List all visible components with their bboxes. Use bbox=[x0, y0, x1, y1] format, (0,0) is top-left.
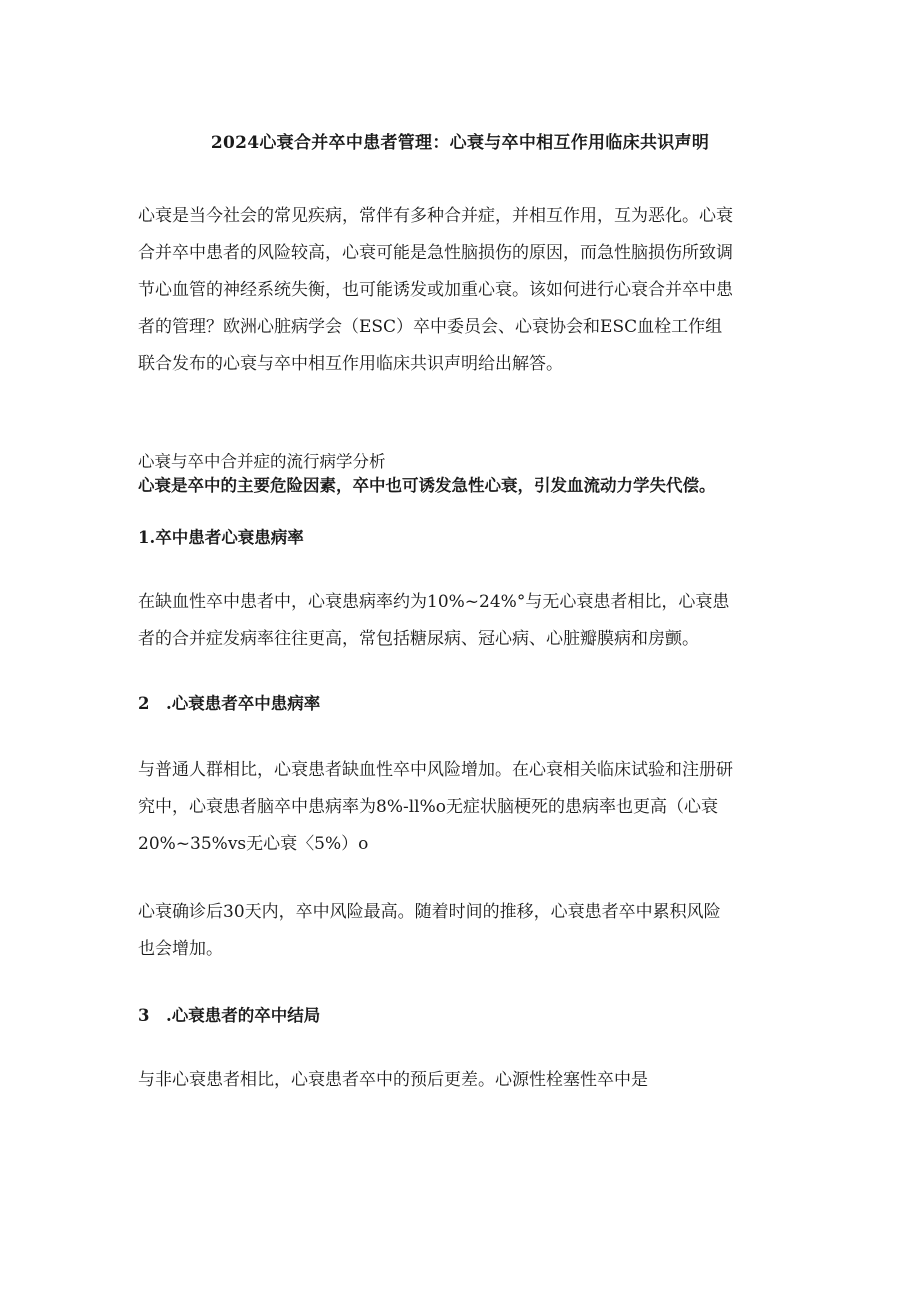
intro-line: 心衰是当今社会的常见疾病，常伴有多种合并症，并相互作用，互为恶化。心衰 bbox=[138, 206, 733, 226]
section-1-heading bbox=[138, 524, 304, 548]
paragraph-line: 在缺血性卒中患者中，心衰患病率约为10%~24%°与无心衰患者相比，心衰患 bbox=[138, 592, 730, 612]
intro-paragraph bbox=[138, 198, 788, 383]
paragraph-line: 心衰确诊后30天内，卒中风险最高。随着时间的推移，心衰患者卒中累积风险 bbox=[138, 902, 721, 922]
key-statement: 心衰是卒中的主要危险因素，卒中也可诱发急性心衰，引发血流动力学失代偿。 bbox=[138, 476, 716, 495]
intro-line: 联合发布的心衰与卒中相互作用临床共识声明给出解答。 bbox=[138, 354, 563, 374]
intro-line: 合并卒中患者的风险较高，心衰可能是急性脑损伤的原因，而急性脑损伤所致调 bbox=[138, 243, 733, 263]
section-title: 卒中患者心衰患病率 bbox=[155, 528, 304, 547]
section-3-heading bbox=[138, 1002, 320, 1026]
intro-line: 者的管理？欧洲心脏病学会（ESC）卒中委员会、心衰协会和ESC血栓工作组 bbox=[138, 317, 723, 337]
section-title: .心衰患者的卒中结局 bbox=[166, 1006, 321, 1025]
paragraph-line: 20%~35%vs无心衰〈5%）o bbox=[138, 834, 369, 854]
paragraph-line: 者的合并症发病率往往更高，常包括糖尿病、冠心病、心脏瓣膜病和房颤。 bbox=[138, 629, 699, 649]
document-title: 2024心衰合并卒中患者管理：心衰与卒中相互作用临床共识声明 bbox=[210, 133, 710, 153]
paragraph-line: 与普通人群相比，心衰患者缺血性卒中风险增加。在心衰相关临床试验和注册研 bbox=[138, 760, 733, 780]
section-3-paragraph bbox=[138, 1062, 788, 1099]
subheading: 心衰与卒中合并症的流行病学分析 bbox=[138, 452, 386, 471]
section-2-heading bbox=[138, 690, 320, 714]
section-2-paragraph-b bbox=[138, 894, 788, 968]
section-title: .心衰患者卒中患病率 bbox=[166, 694, 321, 713]
paragraph-line: 究中，心衰患者脑卒中患病率为8%-ll%o无症状脑梗死的患病率也更高（心衰 bbox=[138, 797, 718, 817]
paragraph-line: 与非心衰患者相比，心衰患者卒中的预后更差。心源性栓塞性卒中是 bbox=[138, 1070, 648, 1090]
section-number: 1. bbox=[138, 528, 156, 547]
section-number: 2 bbox=[138, 694, 150, 713]
paragraph-line: 也会增加。 bbox=[138, 939, 223, 959]
intro-line: 节心血管的神经系统失衡，也可能诱发或加重心衰。该如何进行心衰合并卒中患 bbox=[138, 280, 733, 300]
section-1-paragraph bbox=[138, 584, 788, 658]
section-2-paragraph bbox=[138, 752, 788, 863]
section-number: 3 bbox=[138, 1006, 150, 1025]
